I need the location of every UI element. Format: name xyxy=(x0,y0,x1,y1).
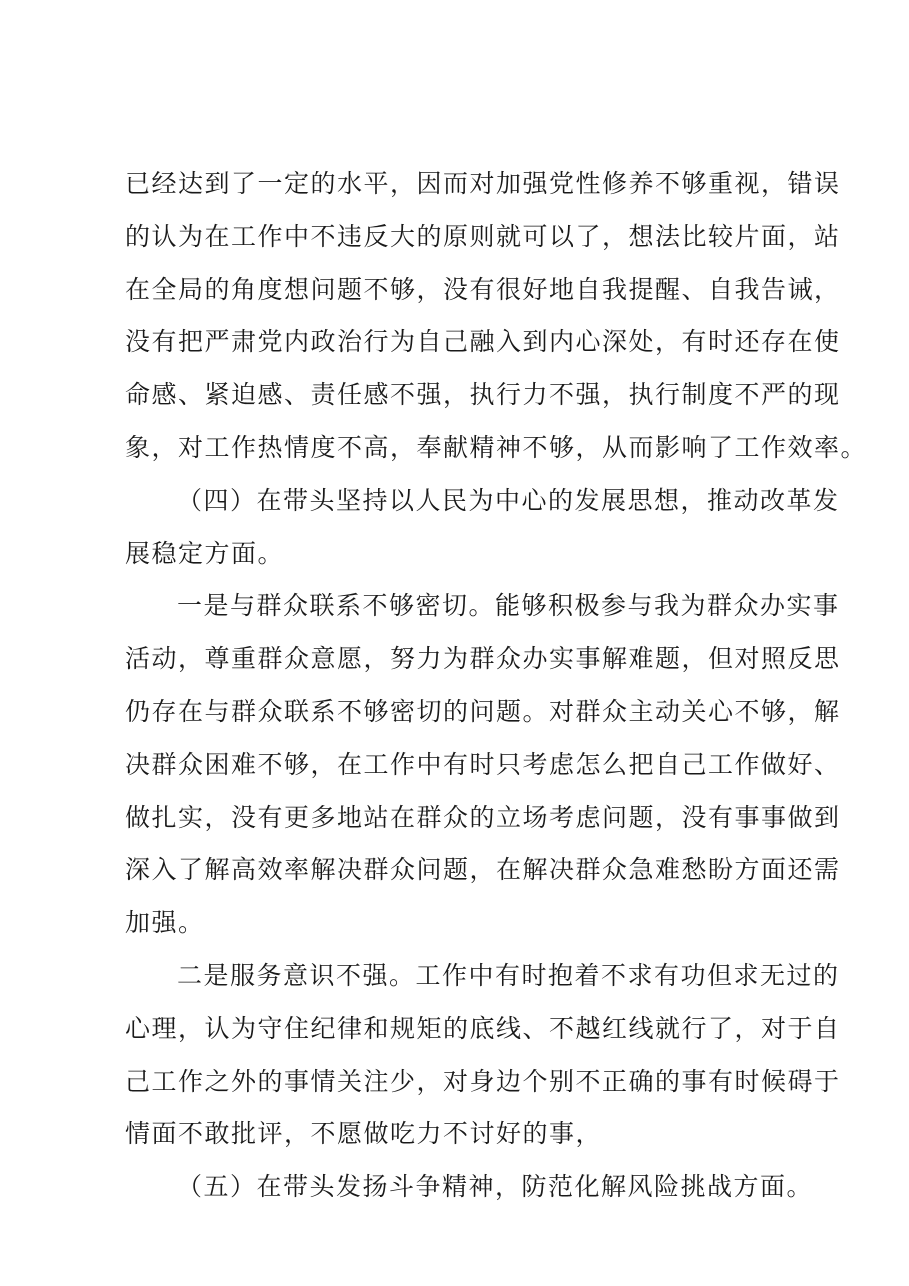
text-line: 仍存在与群众联系不够密切的问题。对群众主动关心不够，解 xyxy=(125,696,841,726)
text-line: 心理，认为守住纪律和规矩的底线、不越红线就行了，对于自 xyxy=(125,1013,841,1043)
text-line: 已经达到了一定的水平，因而对加强党性修养不够重视，错误 xyxy=(125,169,841,198)
section-heading-line: （五）在带头发扬斗争精神，防范化解风险挑战方面。 xyxy=(177,1172,814,1202)
text-line: 加强。 xyxy=(125,908,205,938)
text-line: 做扎实，没有更多地站在群众的立场考虑问题，没有事事做到 xyxy=(125,802,841,832)
text-line: 的认为在工作中不违反大的原则就可以了，想法比较片面，站 xyxy=(125,221,841,251)
section-heading-line: （四）在带头坚持以人民为中心的发展思想，推动改革发 xyxy=(177,485,840,515)
text-line: 一是与群众联系不够密切。能够积极参与我为群众办实事 xyxy=(177,591,840,621)
text-line: 没有把严肃党内政治行为自己融入到内心深处，有时还存在使 xyxy=(125,327,841,357)
text-line: 活动，尊重群众意愿，努力为群众办实事解难题，但对照反思 xyxy=(125,644,841,674)
text-line: 决群众困难不够，在工作中有时只考虑怎么把自己工作做好、 xyxy=(125,749,841,779)
section-heading-line: 展稳定方面。 xyxy=(125,538,285,568)
text-line: 深入了解高效率解决群众问题，在解决群众急难愁盼方面还需 xyxy=(125,855,841,885)
text-line: 在全局的角度想问题不够，没有很好地自我提醒、自我告诫， xyxy=(125,274,841,304)
document-body xyxy=(125,158,868,1214)
text-line: 象，对工作热情度不高，奉献精神不够，从而影响了工作效率。 xyxy=(125,432,868,462)
text-line: 二是服务意识不强。工作中有时抱着不求有功但求无过的 xyxy=(177,960,840,990)
text-line: 己工作之外的事情关注少，对身边个别不正确的事有时候碍于 xyxy=(125,1066,841,1096)
text-line: 命感、紧迫感、责任感不强，执行力不强，执行制度不严的现 xyxy=(125,380,841,410)
text-line: 情面不敢批评，不愿做吃力不讨好的事， xyxy=(125,1119,603,1149)
